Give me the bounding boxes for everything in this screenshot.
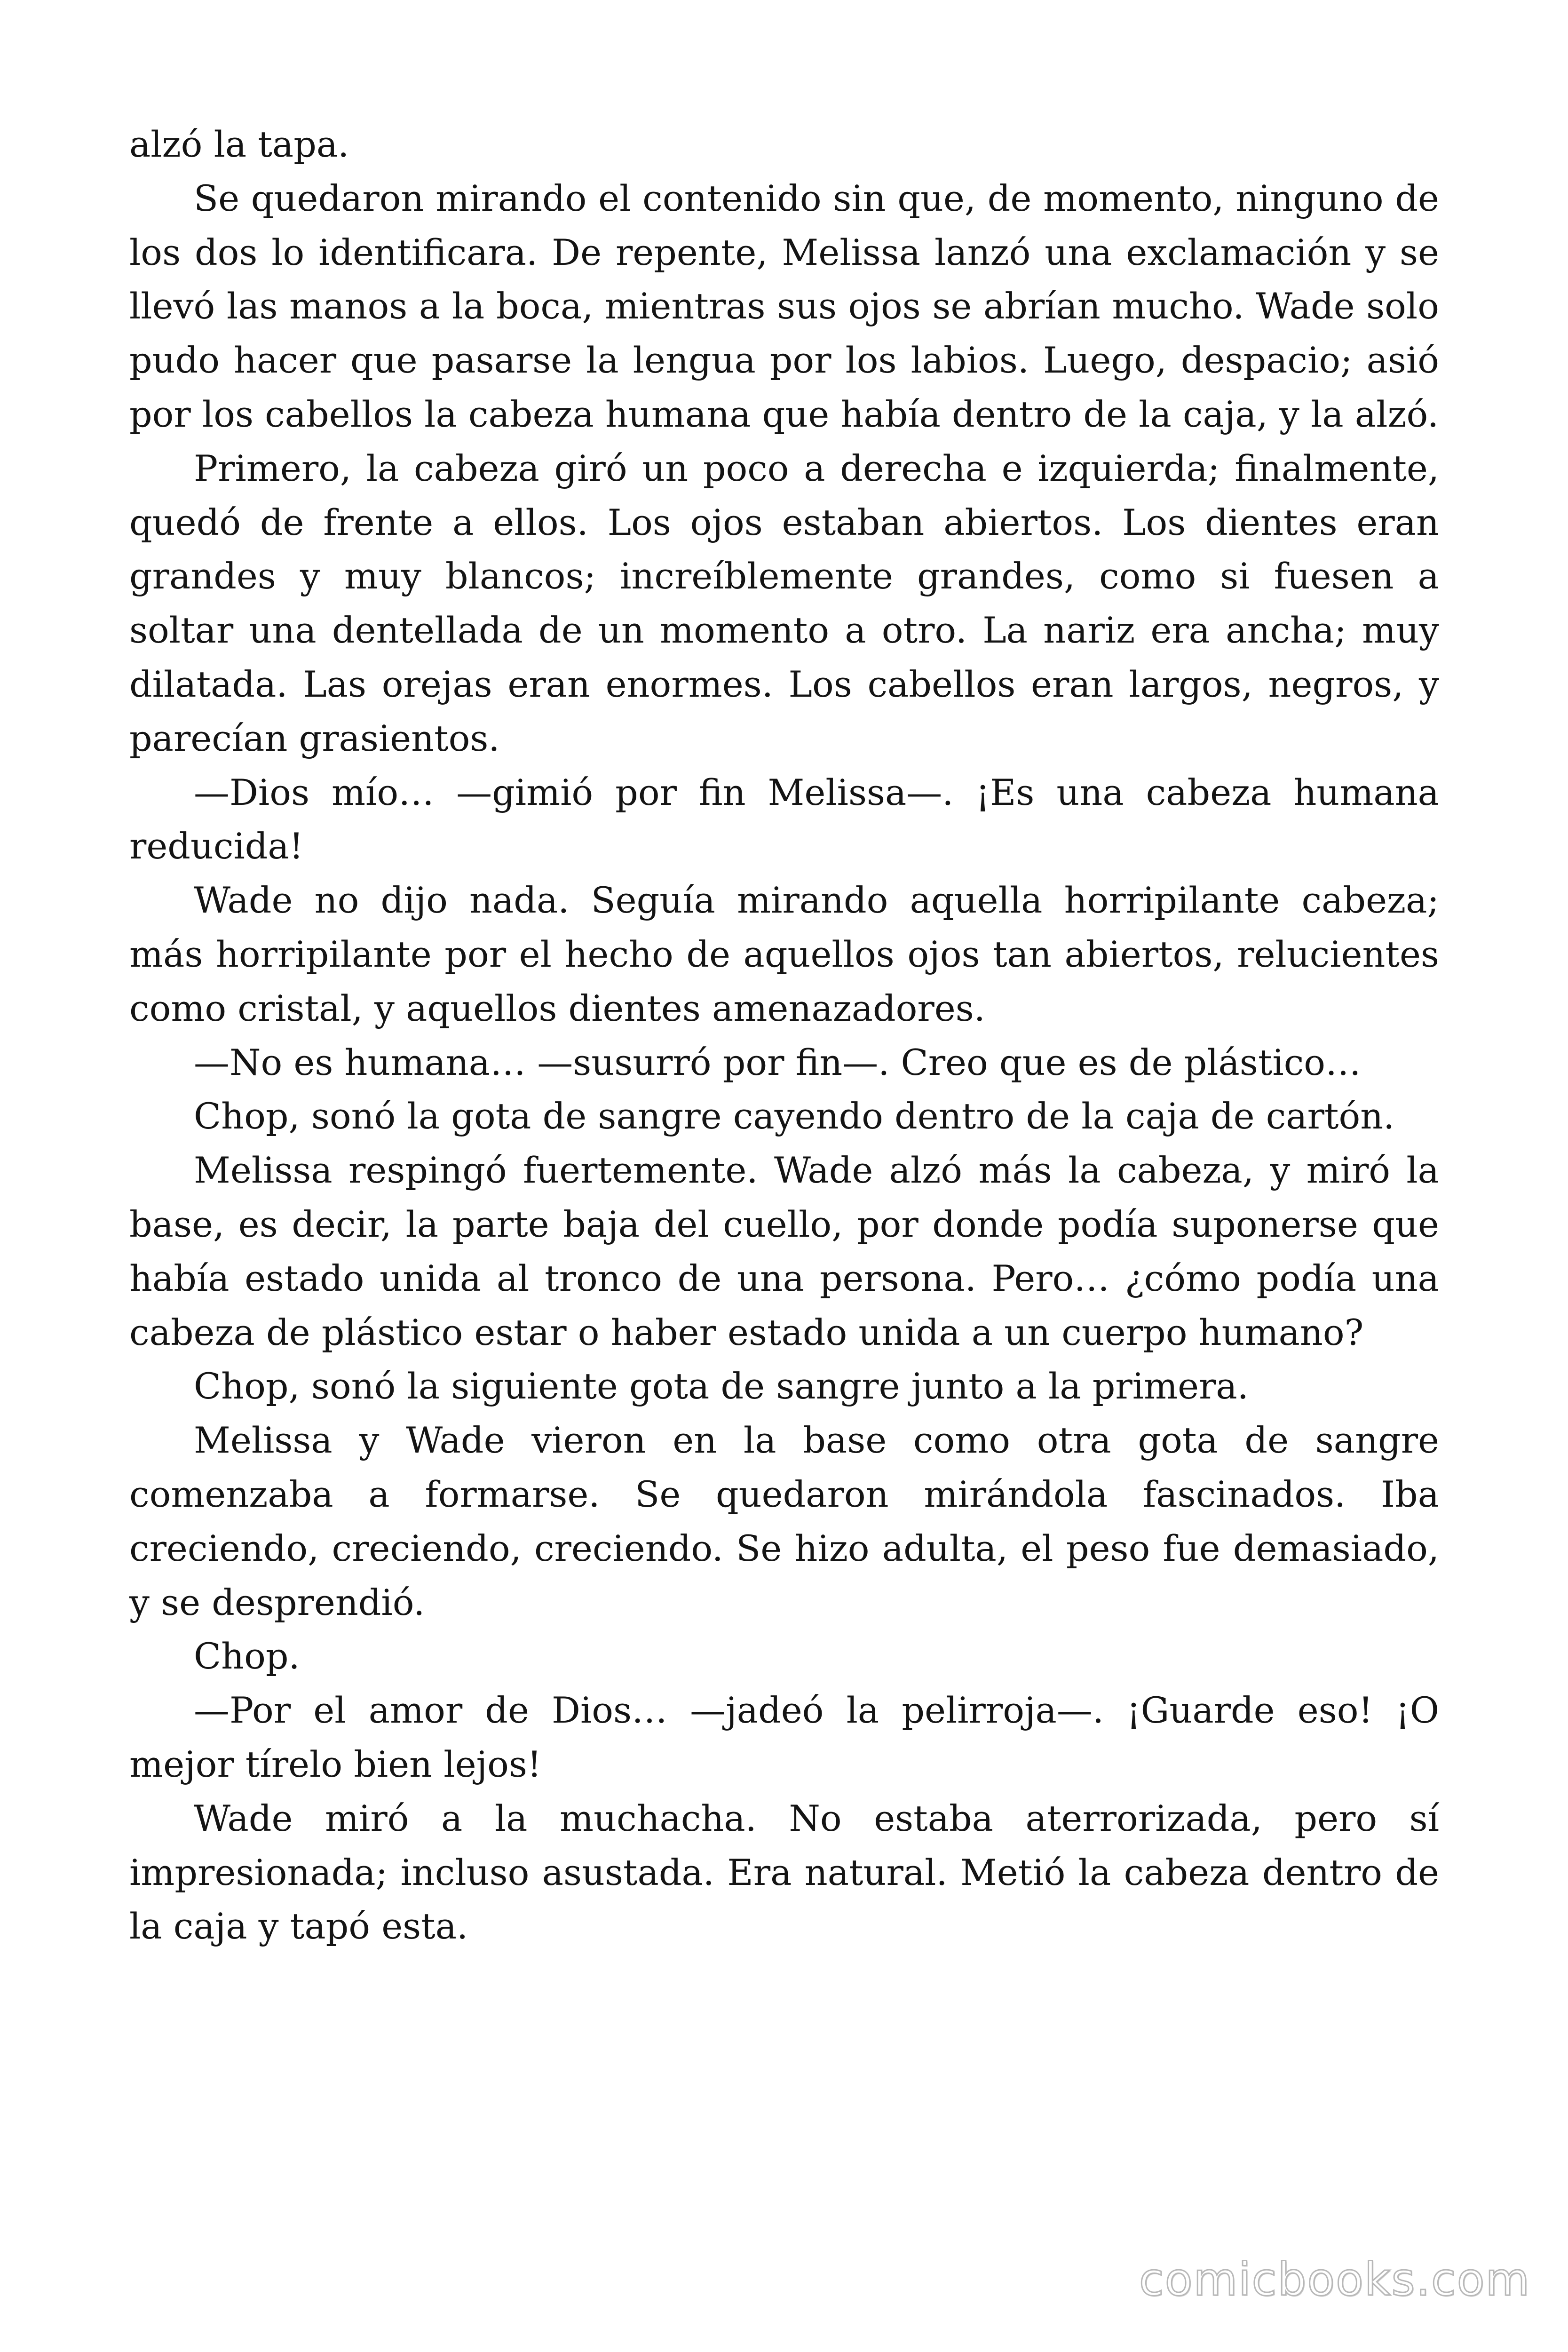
paragraph-4: —Dios mío… —gimió por fin Melissa—. ¡Es una cabeza humana reducida! bbox=[129, 771, 1439, 867]
paragraph-6: —No es humana… —susurró por fin—. Creo que es de plástico… bbox=[194, 1041, 1362, 1083]
paragraph-9: Chop, sonó la siguiente gota de sangre junto a la primera. bbox=[194, 1365, 1249, 1407]
paragraph-2: Se quedaron mirando el contenido sin que, de momento, ninguno de los dos lo identificara. De repente, Melissa lanzó una exclamación y se llevó las manos a la boca, mientras sus ojos se abrían mucho. Wade solo pudo hacer que pasarse la lengua por los labios. Luego, despacio; asió por los cabellos la cabeza humana que había dentro de la caja, y la alzó. bbox=[129, 177, 1439, 435]
paragraph-8: Melissa respingó fuertemente. Wade alzó más la cabeza, y miró la base, es decir, la parte baja del cuello, por donde podía suponerse que había estado unida al tronco de una persona. Pero… ¿cómo podía una cabeza de plástico estar o haber estado unida a un cuerpo humano? bbox=[129, 1149, 1439, 1353]
paragraph-7: Chop, sonó la gota de sangre cayendo dentro de la caja de cartón. bbox=[194, 1095, 1395, 1137]
paragraph-13: Wade miró a la muchacha. No estaba aterrorizada, pero sí impresionada; incluso asustada. Era natural. Metió la cabeza dentro de la caja y tapó esta. bbox=[129, 1797, 1439, 1947]
paragraph-12: —Por el amor de Dios… —jadeó la pelirroja—. ¡Guarde eso! ¡O mejor tírelo bien lejos! bbox=[129, 1689, 1439, 1785]
watermark: comicbooks.com bbox=[1139, 2253, 1530, 2306]
paragraph-5: Wade no dijo nada. Seguía mirando aquella horripilante cabeza; más horripilante por el hecho de aquellos ojos tan abiertos, relucientes como cristal, y aquellos dientes amenazadores. bbox=[129, 879, 1439, 1029]
paragraph-1: alzó la tapa. bbox=[129, 123, 349, 165]
paragraph-11: Chop. bbox=[194, 1635, 300, 1677]
paragraph-3: Primero, la cabeza giró un poco a derecha e izquierda; finalmente, quedó de frente a ellos. Los ojos estaban abiertos. Los dientes eran grandes y muy blancos; increíblemente grandes, como si fuesen a soltar una dentellada de un momento a otro. La nariz era ancha; muy dilatada. Las orejas eran enormes. Los cabellos eran largos, negros, y parecían grasientos. bbox=[129, 447, 1439, 759]
page-body-text bbox=[129, 118, 1439, 1954]
paragraph-10: Melissa y Wade vieron en la base como otra gota de sangre comenzaba a formarse. Se quedaron mirándola fascinados. Iba creciendo, creciendo, creciendo. Se hizo adulta, el peso fue demasiado, y se desprendió. bbox=[129, 1419, 1439, 1623]
